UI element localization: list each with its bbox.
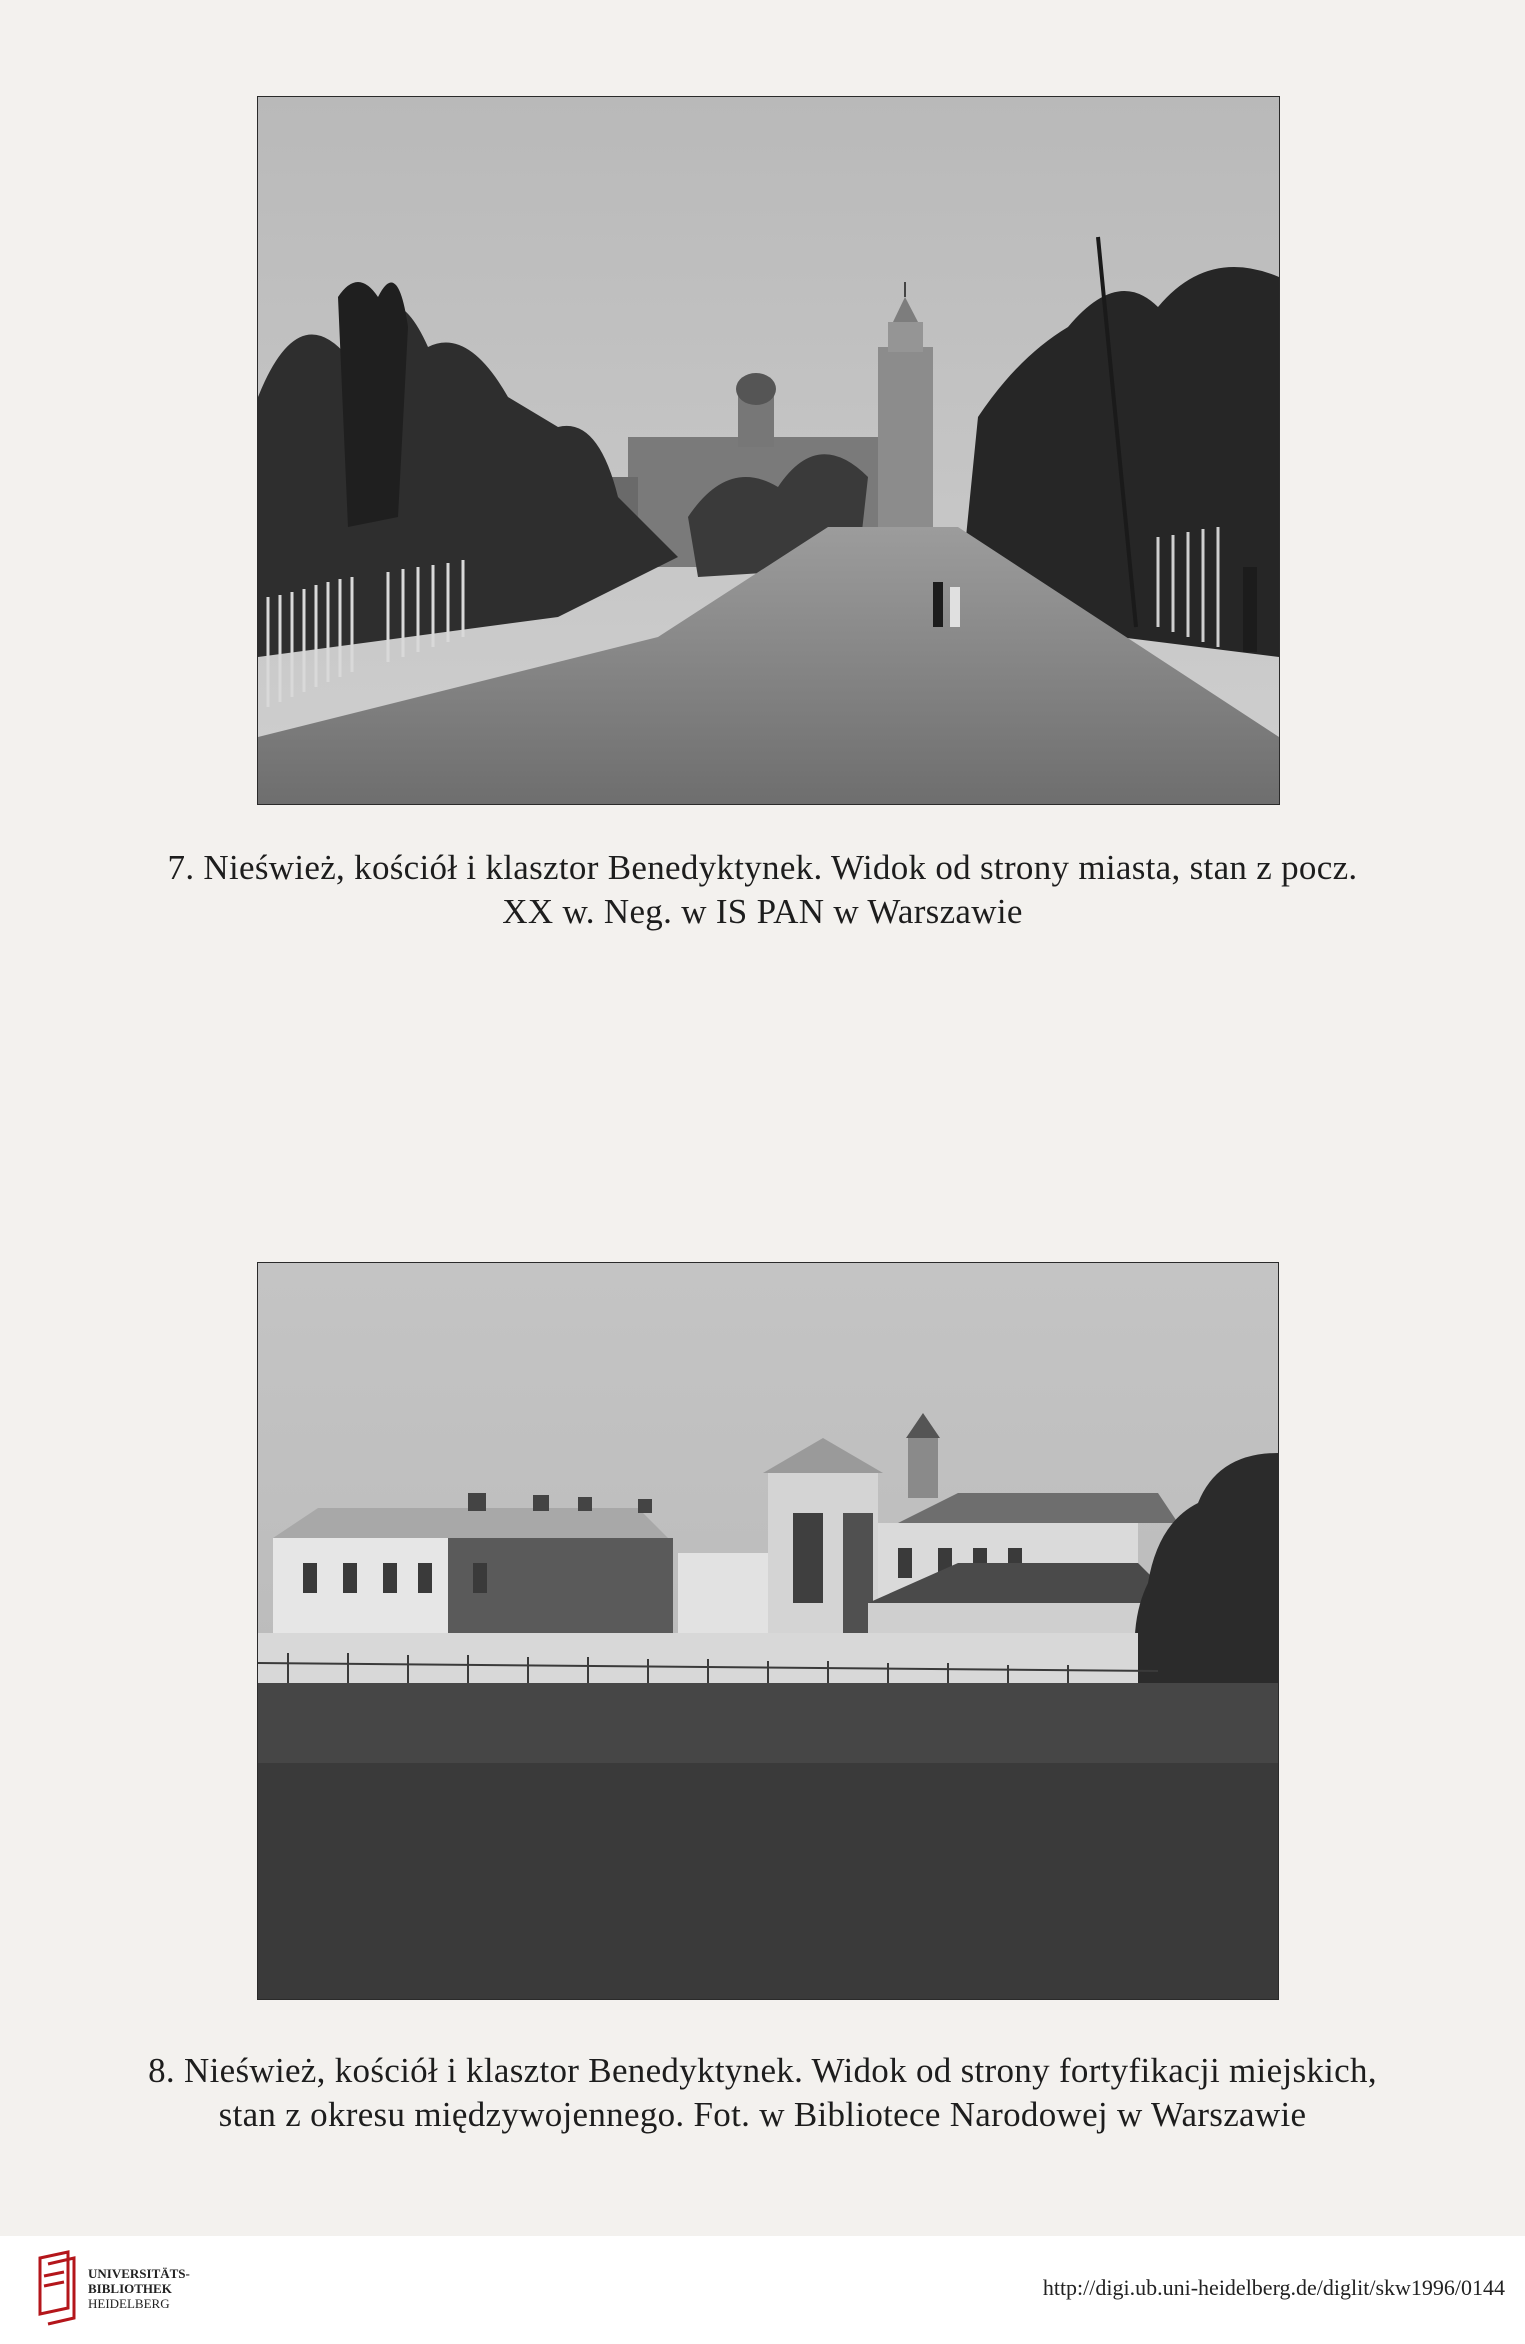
library-name <box>88 2266 190 2311</box>
figure-7-caption-line-2: XX w. Neg. w IS PAN w Warszawie <box>502 892 1023 931</box>
library-name-line-3: HEIDELBERG <box>88 2296 170 2311</box>
library-name-line-2: BIBLIOTHEK <box>88 2281 172 2296</box>
photo-street-view-church-tower <box>258 97 1279 804</box>
photo-1-drawing <box>258 97 1279 804</box>
library-name-line-1: UNIVERSITÄTS- <box>88 2266 190 2281</box>
figure-8-caption-line-2: stan z okresu międzywojennego. Fot. w Bibliotece Narodowej w Warszawie <box>218 2095 1307 2134</box>
figure-7-caption-line-1: 7. Nieśwież, kościół i klasztor Benedyktynek. Widok od strony miasta, stan z pocz. <box>167 848 1358 887</box>
source-url-link[interactable]: http://digi.ub.uni-heidelberg.de/diglit/skw1996/0144 <box>1042 2275 1505 2300</box>
photo-2-drawing <box>258 1263 1278 1999</box>
photo-monastery-from-fortifications <box>258 1263 1278 1999</box>
figure-7-caption <box>110 846 1415 934</box>
university-library-logo <box>34 2248 80 2326</box>
figure-8-caption <box>110 2049 1415 2137</box>
figure-8-caption-line-1: 8. Nieśwież, kościół i klasztor Benedyktynek. Widok od strony fortyfikacji miejskich, <box>148 2051 1377 2090</box>
